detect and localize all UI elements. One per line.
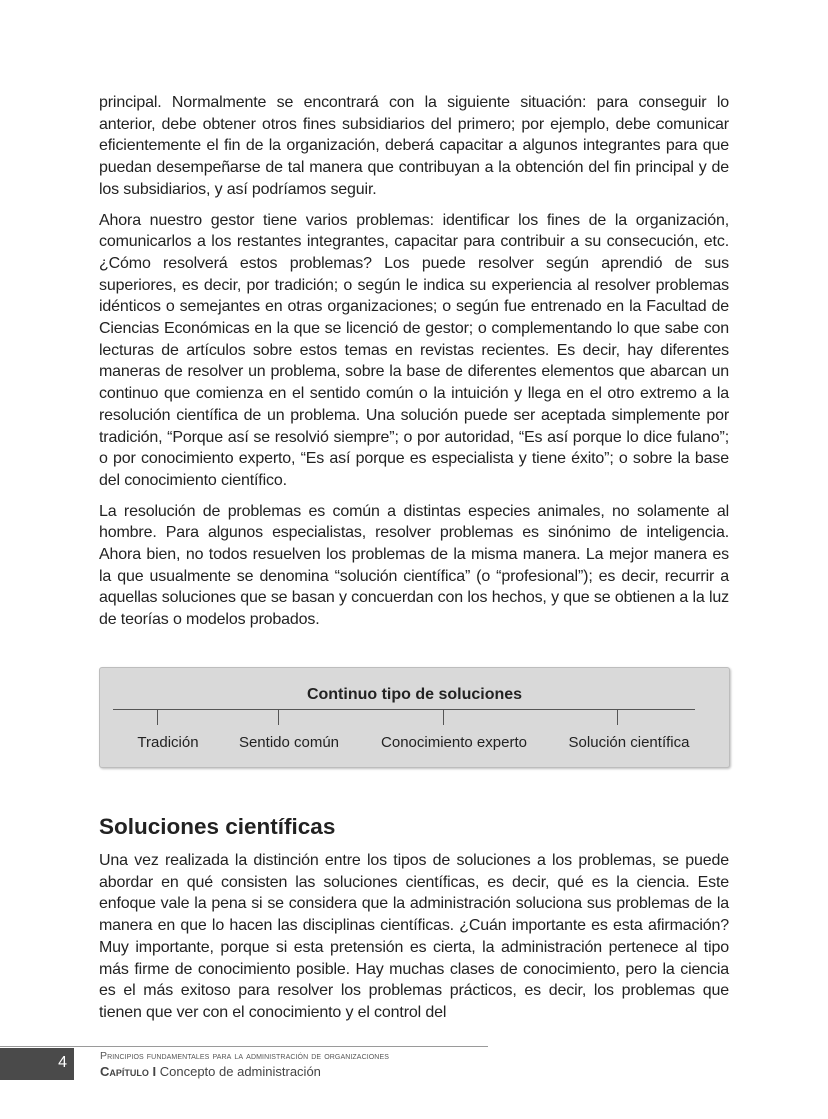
diagram-title: Continuo tipo de soluciones: [306, 686, 523, 703]
chapter-title: Concepto de administración: [159, 1064, 321, 1079]
label-solucion-cientifica: Solución científica: [568, 734, 690, 751]
section-body: [99, 850, 729, 1033]
tick-mark: [443, 709, 444, 725]
section-heading: Soluciones científicas: [99, 814, 336, 839]
body-text: [99, 92, 729, 640]
page-number: 4: [58, 1054, 67, 1071]
label-sentido-comun: Sentido común: [238, 734, 340, 751]
paragraph: principal. Normalmente se encontrará con la siguiente situación: para conseguir lo anterior, debe obtener otros fines subsidiarios del primero; por ejemplo, debe comunicar eficientemente el fin de la organización, deberá capacitar a algunos integrantes para que puedan desempeñarse de tal manera que contribuyan a la obtención del fin principal y de los subsidiarios, y así podríamos seguir.: [99, 94, 729, 198]
tick-mark: [157, 709, 158, 725]
paragraph: Ahora nuestro gestor tiene varios problemas: identificar los fines de la organización, comunicarlos a los restantes integrantes, capacitar para contribuir a su consecución, etc. ¿Cómo resolverá estos problemas? Los puede resolver según aprendió de sus superiores, es decir, por tradición; o según le indica su experiencia al resolver problemas idénticos o semejantes en otras organizaciones; o según fue entrenado en la Facultad de Ciencias Económicas en la que se licenció de gestor; o complementando lo que sabe con lecturas de artículos sobre estos temas en revistas recientes. Es decir, hay diferentes maneras de resolver un problema, sobre la base de diferentes elementos que abarcan un continuo que comienza en el sentido común o la intuición y llega en el otro extremo a la resolución científica de un problema. Una solución puede ser aceptada simplemente por tradición, “Porque así se resolvió siempre”; o por autoridad, “Es así porque lo dice fulano”; o por conocimiento experto, “Es así porque es especialista y tiene éxito”; o sobre la base del conocimiento científico.: [99, 211, 729, 489]
tick-mark: [617, 709, 618, 725]
page-number-block: [0, 1048, 74, 1080]
paragraph: La resolución de problemas es común a distintas especies animales, no solamente al hombre. Para algunos especialistas, resolver problemas es sinónimo de inteligencia. Ahora bien, no todos resuelven los problemas de la misma manera. La mejor manera es la que usualmente se denomina “solución científica” (o “profesional”); es decir, recurrir a aquellas soluciones que se basan y concuerdan con los hechos, y que se obtienen a la luz de teorías o modelos probados.: [99, 502, 729, 629]
label-tradicion: Tradición: [137, 734, 199, 751]
running-book-title: Principios fundamentales para la administración de organizaciones: [100, 1050, 390, 1062]
running-chapter: [100, 1064, 321, 1079]
solutions-continuum-diagram: [99, 667, 730, 768]
continuum-axis: [113, 709, 695, 710]
label-conocimiento-experto: Conocimiento experto: [381, 734, 527, 751]
paragraph: Una vez realizada la distinción entre los tipos de soluciones a los problemas, se puede abordar en qué consisten las soluciones científicas, es decir, qué es la ciencia. Este enfoque vale la pena si se considera que la administración soluciona sus problemas de la manera en que lo hacen las disciplinas científicas. ¿Cuán importante es esta afirmación? Muy importante, porque si esta pretensión es cierta, la administración pertenece al tipo más firme de conocimiento posible. Hay muchas clases de conocimiento, pero la ciencia es el más exitoso para resolver los problemas prácticos, es decir, los problemas que tienen que ver con el conocimiento y el control del: [99, 852, 729, 1021]
footer-divider: [0, 1046, 488, 1047]
chapter-label: Capítulo I: [100, 1064, 157, 1079]
tick-mark: [278, 709, 279, 725]
